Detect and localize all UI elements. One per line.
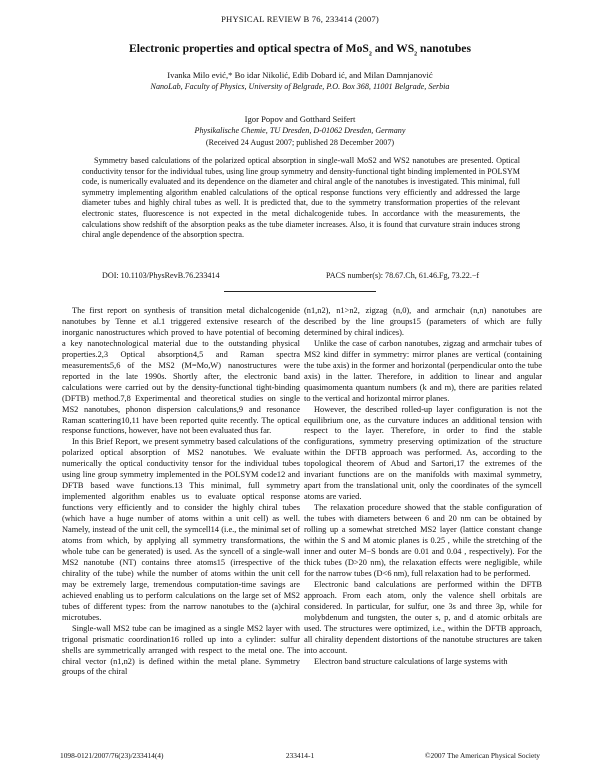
left-paragraph: In this Brief Report, we present symmetry based calculations of the polarized optical absorption of MS2 nanotubes. We evaluate numerically the optical conductivity tensor for the individual tubes using line group symmetry implemented in the POLSYM code12 and DFTB based wave functions.13 This minimal, full symmetry implemented algorithm enables us to evaluate optical response functions very efficiently and to consider the highly chiral tubes (which have a huge number of atoms within a unit cell) as well. Namely, instead of the unit cell, the symcell14 (i.e., the minimal set of atoms from which, by applying all symmetry transformations, the whole tube can be generated) is used. As the syncell of a single-wall MS2 nanotube (NT) contains three atoms15 (irrespective of the chirality of the tube) while the number of atoms within the unit cell may be extremely large, tremendous computation-time savings are achieved enabling us to perform calculations on the large set of MS2 tubes of different types: from the narrow nanotubes to the (a)chiral microtubes. [62,437,300,622]
pacs-numbers: PACS number(s): 78.67.Ch, 61.46.Fg, 73.22.−f [326,271,480,280]
footer-issn: 1098-0121/2007/76(23)/233414(4) [60,751,164,760]
authors-line-2: Igor Popov and Gotthard Seifert [244,114,356,124]
title-subscript-1: 2 [368,51,372,58]
page-number: 233414-1 [285,751,315,760]
paper-title [0,42,600,58]
running-head: PHYSICAL REVIEW B 76, 233414 (2007) [221,14,379,24]
title-mid: and WS [371,42,415,55]
left-paragraph: Single-wall MS2 tube can be imagined as a single MS2 layer with trigonal prismatic coordination16 rolled up into a cylinder: sulfur shells are symmetrically arranged with respect to the metal one. The chiral vector (n1,n2) is defined within the metal plane. Symmetry groups of the chiral [62,623,300,677]
title-subscript-2: 2 [414,51,418,58]
affiliation-1: NanoLab, Faculty of Physics, University of Belgrade, P.O. Box 368, 11001 Belgrade, Serbia [150,82,450,91]
title-suffix: nanotubes [417,42,471,55]
right-column [304,306,542,667]
right-paragraph: Electron band structure calculations of large systems with [314,656,508,666]
authors-line-1: Ivanka Milo ević,* Bo idar Nikolić, Edib Dobard ić, and Milan Damnjanović [167,70,433,80]
doi[interactable]: DOI: 10.1103/PhysRevB.76.233414 [102,271,220,280]
right-paragraph: However, the described rolled-up layer configuration is not the equilibrium one, as the curvature induces an additional tension with respect to the layer. Therefore, in order to find the stable configurations, symmetry preserving optimization of the structure within the DFTB approach was performed. As, according to the topological theorem of Abud and Sartori,17 the extremes of the invariant functions are on the manifolds with maximal symmetry, apart from the translational unit, only the coordinates of the symcell atoms are varied. [304,404,542,502]
right-paragraph: Electronic band calculations are performed within the DFTB approach. From each atom, only the valence shell orbitals are considered. In particular, for sulfur, one 3s and three 3p, while for molybdenum and tungsten, the outer s, p, and d atomic orbitals are used. The structures were optimized, i.e., within the DFTB approach, all chirality dependent distortions of the nanotube structures are taken into account. [304,579,542,655]
section-divider [224,291,376,292]
right-paragraph: (n1,n2), n1>n2, zigzag (n,0), and armchair (n,n) nanotubes are described by the line groups15 (parameters of which are fully determined by chiral indices). [304,306,542,337]
footer-copyright: ©2007 The American Physical Society [424,751,540,760]
right-paragraph: The relaxation procedure showed that the stable configuration of the tubes with diameters between 6 and 20 nm can be obtained by rolling up a somewhat stretched MS2 layer (lattice constant change within the S and M atomic planes is 0.25 , while the stretching of the inner and outer M−S bonds are 0.01 and 0.04 , respectively). For the thick tubes (D>20 nm), the relaxation effects were negligible, while for the narrow tubes (D<6 nm), full relaxation had to be performed. [304,503,542,578]
abstract: Symmetry based calculations of the polarized optical absorption in single-wall MoS2 and WS2 nanotubes are presented. Optical conductivity tensor for the individual tubes, using line group symmetry and density-functional tight binding implemented in POLSYM code, is numerically evaluated and its dependence on the diameter and chiral angle of the nanotubes is investigated. This minimal, full symmetry implementing algorithm enabled calculations of the optical response functions very efficiently and addressed the large diameter tubes and highly chiral tubes as well. It is predicted that, due to the symmetry transformation properties of the relevant electronic states, fluorescence is not expected in the metal dichalcogenide tubes. In accordance with the measurements, the calculations show redshift of the absorption peaks as the tube diameter increases. Also, it is found that curvature strain induces strong chiral angle dependence of the absorption spectra. [82,156,520,240]
received-date: (Received 24 August 2007; published 28 December 2007) [205,138,395,147]
right-paragraph: Unlike the case of carbon nanotubes, zigzag and armchair tubes of MS2 kind differ in symmetry: mirror planes are vertical (containing the tube axis) in the former and horizontal (perpendicular onto the tube axis) in the latter. Therefore, in addition to linear and angular quasimomenta quantum numbers (k and m), there are parities related to the vertical and horizontal mirror planes. [304,338,542,403]
left-column [62,306,300,678]
left-paragraph: The first report on synthesis of transition metal dichalcogenide nanotubes by Tenne et al.1 triggered extensive research of the inorganic nanostructures which proved to have potential of becoming a key nanotechnological material due to the outstanding physical properties.2,3 Optical absorption4,5 and Raman spectra measurements5,6 of the MS2 (M=Mo,W) nanostructures were reported in the late 1990s. Shortly after, the electronic band calculations were carried out by the density-functional tight-binding (DFTB) method.7,8 Experimental and theoretical studies on single MS2 nanotubes, phonon dispersion calculations,9 and resonance Raman scattering10,11 have been reported quite recently. The optical response functions, however, have not been evaluated thus far. [62,306,300,436]
affiliation-2: Physikalische Chemie, TU Dresden, D-01062 Dresden, Germany [194,126,406,135]
title-prefix: Electronic properties and optical spectra of MoS [129,42,369,55]
